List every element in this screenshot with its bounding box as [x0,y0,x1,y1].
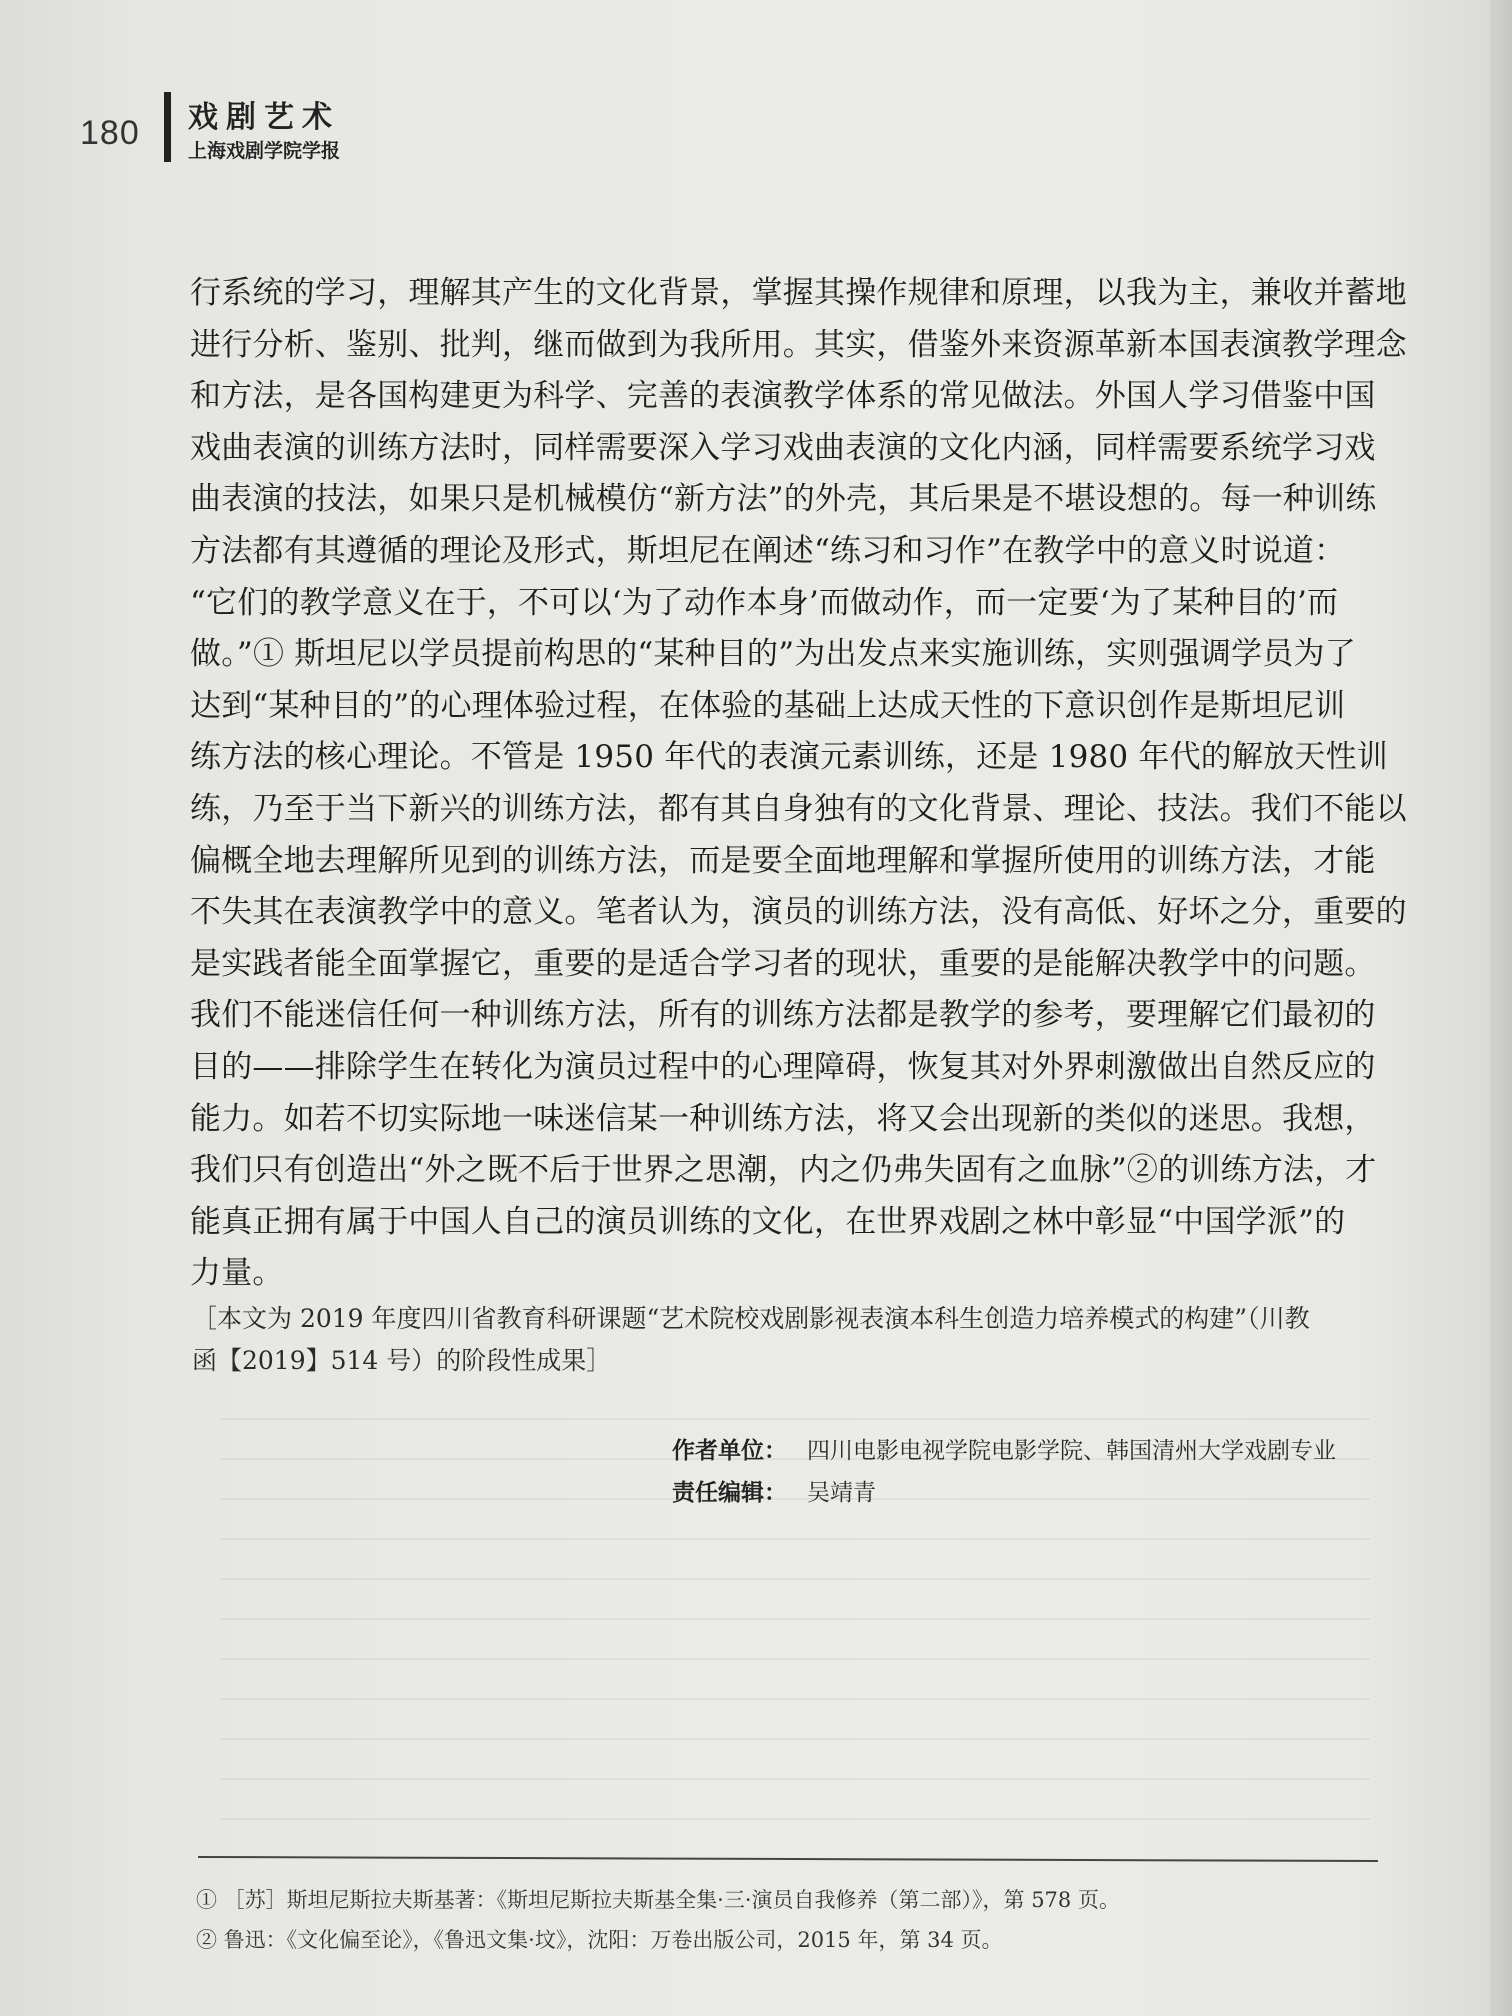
footnote-2: ② 鲁迅：《文化偏至论》，《鲁迅文集·坟》，沈阳：万卷出版公司，2015 年，第 34 页。 [196,1928,1003,1952]
body-line: 行系统的学习，理解其产生的文化背景，掌握其操作规律和原理，以我为主，兼收并蓄地 [190,275,1407,311]
page-number: 180 [80,114,140,152]
journal-subtitle: 上海戏剧学院学报 [188,140,341,162]
body-line: 进行分析、鉴别、批判，继而做到为我所用。其实，借鉴外来资源革新本国表演教学理念 [190,326,1407,363]
article-body [190,268,1407,1300]
body-line: 做。”① 斯坦尼以学员提前构思的“某种目的”为出发点来实施训练，实则强调学员为了 [190,636,1356,673]
author-unit-label: 作者单位： [672,1438,787,1464]
bleed-through-texture [220,1380,1370,1820]
footnotes [196,1880,1120,1960]
body-line: 达到“某种目的”的心理体验过程，在体验的基础上达成天性的下意识创作是斯坦尼训 [190,687,1346,724]
footnote-divider [198,1856,1378,1862]
footnote-1: ① ［苏］斯坦尼斯拉夫斯基著：《斯坦尼斯拉夫斯基全集·三·演员自我修养（第二部）》，第 578 页。 [196,1888,1120,1912]
body-line: 偏概全地去理解所见到的训练方法，而是要全面地理解和掌握所使用的训练方法，才能 [190,842,1376,879]
body-line: 和方法，是各国构建更为科学、完善的表演教学体系的常见做法。外国人学习借鉴中国 [190,378,1376,415]
page-edge-shadow [1490,0,1512,2016]
body-line: 方法都有其遵循的理论及形式，斯坦尼在阐述“练习和习作”在教学中的意义时说道： [190,532,1346,569]
body-line: 目的——排除学生在转化为演员过程中的心理障碍，恢复其对外界刺激做出自然反应的 [190,1048,1376,1085]
author-unit-value: 四川电影电视学院电影学院、韩国清州大学戏剧专业 [807,1438,1336,1464]
body-line: “它们的教学意义在于，不可以‘为了动作本身’而做动作，而一定要‘为了某种目的’而 [190,584,1339,621]
body-line: 练方法的核心理论。不管是 1950 年代的表演元素训练，还是 1980 年代的解放天性训 [190,739,1388,776]
body-line: 是实践者能全面掌握它，重要的是适合学习者的现状，重要的是能解决教学中的问题。 [190,945,1376,982]
note-line: ［本文为 2019 年度四川省教育科研课题“艺术院校戏剧影视表演本科生创造力培养模式的构建”（川教 [192,1304,1310,1333]
journal-title: 戏剧艺术 [188,100,340,135]
body-line: 练，乃至于当下新兴的训练方法，都有其自身独有的文化背景、理论、技法。我们不能以 [190,790,1407,827]
body-line: 曲表演的技法，如果只是机械模仿“新方法”的外壳，其后果是不堪设想的。每一种训练 [190,481,1377,518]
note-line: 函【2019】514 号）的阶段性成果］ [192,1346,612,1375]
body-line: 我们只有创造出“外之既不后于世界之思潮，内之仍弗失固有之血脉”②的训练方法，才 [190,1152,1377,1189]
header-divider-bar [164,92,171,162]
project-funding-note [192,1298,1382,1382]
editor-label: 责任编辑： [672,1480,787,1506]
body-line: 我们不能迷信任何一种训练方法，所有的训练方法都是教学的参考，要理解它们最初的 [190,997,1376,1034]
editor-value: 吴靖青 [807,1480,876,1506]
body-line: 力量。 [190,1255,284,1292]
body-line: 戏曲表演的训练方法时，同样需要深入学习戏曲表演的文化内涵，同样需要系统学习戏 [190,429,1376,466]
body-line: 能真正拥有属于中国人自己的演员训练的文化，在世界戏剧之林中彰显“中国学派”的 [190,1203,1346,1240]
body-line: 不失其在表演教学中的意义。笔者认为，演员的训练方法，没有高低、好坏之分，重要的 [190,894,1407,931]
body-line: 能力。如若不切实际地一味迷信某一种训练方法，将又会出现新的类似的迷思。我想， [190,1100,1376,1137]
